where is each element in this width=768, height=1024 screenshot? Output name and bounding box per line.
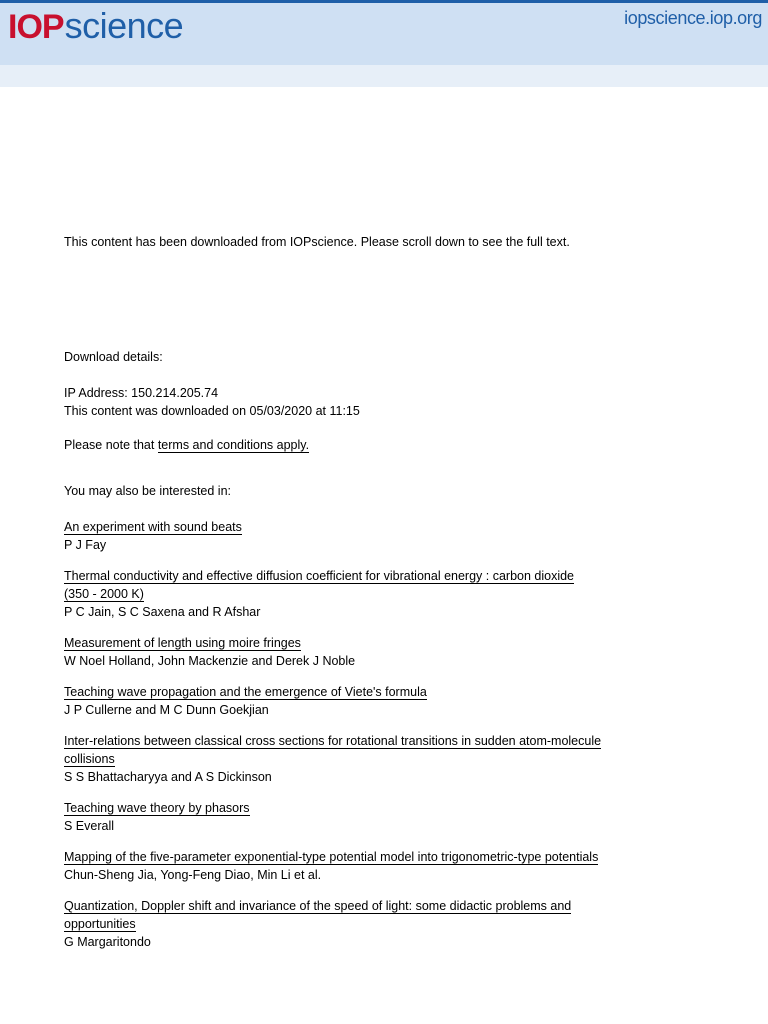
logo-science-text: science [64, 5, 184, 46]
related-article-link[interactable]: Mapping of the five-parameter exponential-type potential model into trigonometric-type potentials [64, 850, 599, 864]
related-article [64, 848, 644, 884]
related-article-authors: P C Jain, S C Saxena and R Afshar [64, 605, 261, 619]
related-article-link[interactable]: Teaching wave propagation and the emergence of Viete's formula [64, 685, 427, 699]
related-article-link[interactable]: collisions [64, 752, 115, 766]
download-intro-text: This content has been downloaded from IOPscience. Please scroll down to see the full text. [64, 235, 570, 249]
terms-prefix: Please note that [64, 438, 158, 452]
related-article-title [64, 585, 644, 603]
related-article-link[interactable]: Thermal conductivity and effective diffusion coefficient for vibrational energy : carbon dioxide [64, 569, 575, 583]
related-article [64, 799, 644, 835]
related-article-link[interactable]: Teaching wave theory by phasors [64, 801, 250, 815]
related-article-title [64, 897, 644, 915]
related-article-title [64, 750, 644, 768]
related-article-title [64, 634, 644, 652]
header-subband [0, 65, 768, 87]
related-article-title [64, 518, 644, 536]
related-article-title [64, 567, 644, 585]
related-articles-list [64, 518, 644, 964]
ip-address-text: IP Address: 150.214.205.74 [64, 386, 219, 400]
related-article-title [64, 683, 644, 701]
related-article-link[interactable]: An experiment with sound beats [64, 520, 242, 534]
related-article-authors: P J Fay [64, 538, 107, 552]
related-article [64, 897, 644, 951]
download-date-text: This content was downloaded on 05/03/2020 at 11:15 [64, 404, 360, 418]
related-article-authors: S S Bhattacharyya and A S Dickinson [64, 770, 272, 784]
related-article-title [64, 848, 644, 866]
related-article [64, 518, 644, 554]
related-article-authors: J P Cullerne and M C Dunn Goekjian [64, 703, 269, 717]
logo-iop-text: IOP [8, 8, 64, 46]
terms-link[interactable]: terms and conditions apply. [157, 438, 310, 452]
related-article-link[interactable]: (350 - 2000 K) [64, 587, 144, 601]
terms-notice [64, 436, 309, 454]
related-article-link[interactable]: Quantization, Doppler shift and invariance of the speed of light: some didactic problems and [64, 899, 572, 913]
site-url-link[interactable]: iopscience.iop.org [624, 8, 762, 28]
iopscience-logo[interactable] [8, 5, 183, 55]
related-article [64, 683, 644, 719]
related-article-title [64, 799, 644, 817]
download-details-label: Download details: [64, 350, 163, 364]
related-article-link[interactable]: opportunities [64, 917, 136, 931]
site-header [0, 3, 768, 65]
related-article-authors: Chun-Sheng Jia, Yong-Feng Diao, Min Li et al. [64, 868, 322, 882]
related-article-authors: S Everall [64, 819, 115, 833]
related-article [64, 567, 644, 621]
related-article-title [64, 732, 644, 750]
related-article-authors: G Margaritondo [64, 935, 151, 949]
related-article-authors: W Noel Holland, John Mackenzie and Derek J Noble [64, 654, 356, 668]
related-article-link[interactable]: Inter-relations between classical cross sections for rotational transitions in sudden atom-molecule [64, 734, 602, 748]
related-heading: You may also be interested in: [64, 484, 232, 498]
related-article [64, 732, 644, 786]
related-article-title [64, 915, 644, 933]
related-article-link[interactable]: Measurement of length using moire fringes [64, 636, 301, 650]
related-article [64, 634, 644, 670]
